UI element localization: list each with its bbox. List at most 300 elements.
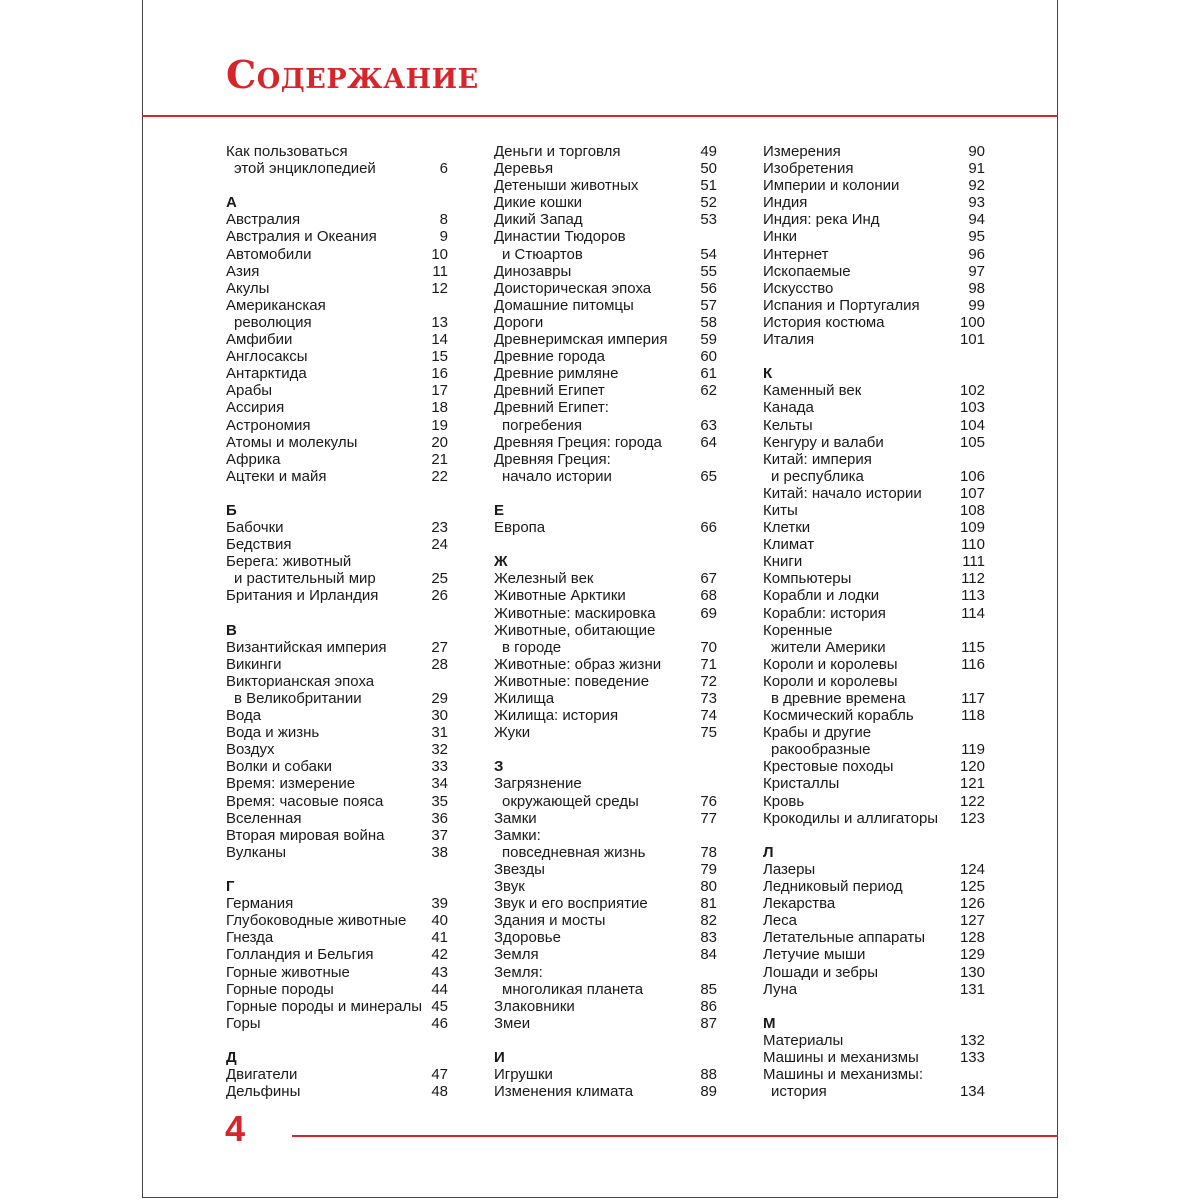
toc-entry-page: 87 [700,1014,717,1032]
toc-entry-page: 62 [700,382,717,400]
toc-entry[interactable] [494,656,717,673]
toc-entry[interactable] [763,502,985,519]
toc-entry-page: 70 [700,638,717,656]
toc-entry-title: Индия [763,194,808,212]
toc-entry[interactable] [763,246,985,263]
toc-entry-title: Бабочки [226,519,284,537]
toc-entry-page: 102 [959,382,985,400]
toc-entry[interactable] [494,297,717,314]
section-letter: Л [763,843,774,861]
toc-entry[interactable] [494,827,717,861]
toc-entry-line [494,348,717,365]
toc-entry-title: Звук [494,878,525,896]
toc-entry-title: революция [234,313,312,331]
toc-entry-title: Звезды [494,860,545,878]
toc-entry-line [494,570,717,587]
toc-entry-page: 33 [431,758,448,776]
toc-entry[interactable] [494,929,717,946]
toc-entry[interactable] [763,758,985,775]
toc-entry[interactable] [763,417,985,434]
toc-entry[interactable] [226,758,448,775]
title-divider [142,115,1058,117]
toc-entry[interactable] [763,451,985,485]
toc-entry-page: 77 [700,809,717,827]
toc-entry[interactable] [763,622,985,656]
toc-entry-page: 27 [431,638,448,656]
toc-entry-title: Материалы [763,1031,844,1049]
toc-entry[interactable] [494,348,717,365]
toc-entry[interactable] [494,519,717,536]
toc-entry-continuation [494,793,717,810]
toc-entry[interactable] [226,981,448,998]
toc-entry[interactable] [226,1066,448,1083]
page-number: 4 [225,1108,246,1149]
toc-entry[interactable] [226,724,448,741]
toc-entry-title: Изменения климата [494,1083,634,1101]
toc-entry-page: 88 [700,1066,717,1084]
toc-entry-line [226,211,448,228]
toc-entry-title: и растительный мир [234,570,376,588]
toc-entry-title: Вода и жизнь [226,724,320,742]
toc-entry-title: Горные породы и минералы [226,997,422,1015]
toc-entry-title: Европа [494,519,546,537]
toc-entry[interactable] [226,895,448,912]
toc-entry-line [226,228,448,245]
toc-entry-title: Звук и его восприятие [494,895,648,913]
toc-entry[interactable] [226,434,448,451]
toc-entry[interactable] [494,912,717,929]
toc-entry-title: Испания и Португалия [763,296,920,314]
toc-entry-continuation [763,741,985,758]
toc-entry[interactable] [763,775,985,792]
toc-entry[interactable] [763,485,985,502]
toc-entry[interactable] [226,827,448,844]
toc-entry[interactable] [763,211,985,228]
toc-entry-page: 132 [959,1031,985,1049]
toc-entry[interactable] [226,280,448,297]
toc-entry-page: 16 [431,365,448,383]
toc-entry[interactable] [763,878,985,895]
toc-entry-page: 40 [431,912,448,930]
toc-entry[interactable] [494,964,717,998]
toc-entry[interactable] [763,536,985,553]
toc-entry-line [494,1066,717,1083]
toc-entry[interactable] [226,536,448,553]
toc-entry-title: Вторая мировая война [226,826,385,844]
toc-entry[interactable] [226,417,448,434]
toc-entry-title: Злаковники [494,997,575,1015]
toc-entry-line [763,724,985,741]
toc-entry-title: Короли и королевы [763,655,898,673]
toc-entry-page: 32 [431,741,448,759]
toc-entry-page: 80 [700,878,717,896]
toc-entry[interactable] [763,1066,985,1100]
toc-entry[interactable] [494,228,717,262]
toc-entry-title: Византийская империя [226,638,387,656]
toc-entry-page: 94 [968,211,985,229]
toc-entry[interactable] [226,810,448,827]
toc-entry[interactable] [494,434,717,451]
toc-entry-line [226,827,448,844]
toc-entry[interactable] [763,707,985,724]
toc-entry[interactable] [494,1015,717,1032]
toc-entry[interactable] [763,810,985,827]
toc-entry[interactable] [226,263,448,280]
toc-entry-page: 92 [968,177,985,195]
toc-entry-page: 59 [700,331,717,349]
toc-entry[interactable] [494,998,717,1015]
toc-entry-title: Голландия и Бельгия [226,946,374,964]
toc-entry-title: Лошади и зебры [763,963,879,981]
toc-entry-title: Игрушки [494,1066,553,1084]
toc-entry-page: 34 [431,775,448,793]
toc-entry-page: 66 [700,519,717,537]
toc-entry-page: 41 [431,929,448,947]
toc-entry-page: 95 [968,228,985,246]
toc-entry-title: Амфибии [226,331,293,349]
toc-entry-line [226,998,448,1015]
toc-entry[interactable] [494,314,717,331]
toc-entry[interactable] [763,382,985,399]
toc-entry-page: 55 [700,262,717,280]
toc-entry[interactable] [763,1049,985,1066]
toc-entry-line [763,656,985,673]
toc-entry-line [226,417,448,434]
toc-entry-line [226,673,448,690]
toc-entry-page: 93 [968,194,985,212]
toc-entry[interactable] [226,519,448,536]
toc-entry[interactable] [763,297,985,314]
toc-entry[interactable] [226,348,448,365]
toc-entry[interactable] [494,177,717,194]
toc-entry-title: Антарктида [226,365,307,383]
toc-entry[interactable] [494,605,717,622]
toc-entry-title: Викторианская эпоха [226,672,375,690]
toc-entry-page: 20 [431,433,448,451]
toc-entry-line [226,1066,448,1083]
toc-entry[interactable] [763,929,985,946]
toc-entry-page: 30 [431,707,448,725]
toc-entry[interactable] [494,861,717,878]
toc-entry-line [226,553,448,570]
toc-entry[interactable] [226,946,448,963]
toc-entry-page: 47 [431,1066,448,1084]
toc-entry-title: Короли и королевы [763,672,898,690]
toc-entry-line [763,228,985,245]
toc-entry-page: 50 [700,160,717,178]
toc-entry-line [763,1066,985,1083]
toc-entry-title: начало истории [502,467,612,485]
toc-entry-line [494,314,717,331]
toc-entry-line [226,297,448,314]
toc-entry-line [763,177,985,194]
toc-entry-title: Загрязнение [494,775,582,793]
toc-entry-title: Земля: [494,963,543,981]
toc-entry[interactable] [226,399,448,416]
toc-entry[interactable] [763,228,985,245]
toc-entry[interactable] [226,912,448,929]
toc-entry-page: 11 [432,262,448,280]
toc-entry-title: Машины и механизмы [763,1048,919,1066]
toc-entry-title: Земля [494,946,539,964]
toc-entry[interactable] [763,570,985,587]
toc-entry-page: 19 [431,416,448,434]
toc-entry[interactable] [226,793,448,810]
toc-entry[interactable] [494,946,717,963]
toc-entry-line [763,929,985,946]
toc-entry-continuation [494,417,717,434]
toc-entry-page: 74 [700,707,717,725]
toc-entry-title: Вода [226,707,262,725]
toc-entry-line [763,707,985,724]
toc-entry-continuation [763,1083,985,1100]
toc-entry[interactable] [494,263,717,280]
toc-entry-line [226,964,448,981]
toc-entry-title: Вселенная [226,809,302,827]
toc-entry-line [226,587,448,604]
toc-entry[interactable] [494,690,717,707]
toc-entry-line [494,297,717,314]
toc-entry-line [494,912,717,929]
toc-entry[interactable] [763,912,985,929]
toc-entry-page: 72 [700,672,717,690]
toc-entry[interactable] [494,382,717,399]
toc-entry[interactable] [763,673,985,707]
toc-entry-title: Китай: империя [763,450,872,468]
toc-entry-page: 125 [959,878,985,896]
toc-entry[interactable] [226,741,448,758]
toc-entry[interactable] [763,160,985,177]
toc-entry-title: Воздух [226,741,275,759]
toc-entry[interactable] [763,587,985,604]
toc-entry[interactable] [226,228,448,245]
toc-entry-title: Животные, обитающие [494,621,656,639]
toc-entry[interactable] [763,331,985,348]
toc-entry[interactable] [226,246,448,263]
toc-entry[interactable] [226,587,448,604]
toc-entry-page: 129 [959,946,985,964]
toc-entry[interactable] [226,844,448,861]
toc-entry[interactable] [763,793,985,810]
toc-entry-line [494,382,717,399]
section-letter: В [226,621,237,639]
toc-entry-title: погребения [502,416,583,434]
toc-entry-page: 69 [700,604,717,622]
toc-entry[interactable] [494,622,717,656]
toc-entry[interactable] [494,1083,717,1100]
toc-entry[interactable] [494,280,717,297]
toc-entry-title: Кровь [763,792,805,810]
toc-entry[interactable] [763,399,985,416]
toc-entry[interactable] [226,211,448,228]
toc-entry-title: Китай: начало истории [763,484,922,502]
toc-entry-page: 39 [431,895,448,913]
toc-entry-line [226,246,448,263]
toc-entry[interactable] [763,946,985,963]
toc-entry[interactable] [763,724,985,758]
toc-entry-title: Австралия [226,211,301,229]
toc-entry-page: 114 [961,604,985,622]
toc-entry-page: 110 [961,536,985,554]
toc-entry-line [763,519,985,536]
toc-entry[interactable] [494,399,717,433]
toc-entry[interactable] [494,895,717,912]
toc-entry-title: Ископаемые [763,262,851,280]
toc-entry[interactable] [494,570,717,587]
toc-entry-line [494,605,717,622]
toc-entry-page: 107 [959,484,985,502]
toc-entry-line [763,160,985,177]
toc-entry-page: 52 [700,194,717,212]
toc-entry-page: 117 [961,690,985,707]
toc-entry-page: 45 [431,997,448,1015]
toc-entry-page: 96 [968,245,985,263]
toc-entry-title: Гнезда [226,929,274,947]
toc-entry[interactable] [494,1066,717,1083]
toc-entry-page: 46 [431,1014,448,1032]
toc-entry[interactable] [763,981,985,998]
toc-entry[interactable] [226,382,448,399]
toc-entry-title: Змеи [494,1014,531,1032]
toc-entry[interactable] [494,160,717,177]
toc-entry-title: Летучие мыши [763,946,866,964]
toc-entry-page: 15 [431,348,448,366]
toc-entry-page: 115 [961,638,985,656]
toc-entry-page: 101 [959,331,985,349]
toc-entry[interactable] [763,895,985,912]
toc-entry[interactable] [226,468,448,485]
toc-entry-title: и республика [771,467,864,485]
toc-entry[interactable] [494,211,717,228]
toc-entry[interactable] [226,639,448,656]
toc-entry[interactable] [226,331,448,348]
toc-entry-page: 64 [700,433,717,451]
section-letter: А [226,194,237,212]
toc-entry[interactable] [763,143,985,160]
toc-entry-line [226,1015,448,1032]
toc-entry[interactable] [763,314,985,331]
toc-entry[interactable] [226,964,448,981]
toc-entry[interactable] [494,724,717,741]
toc-entry[interactable] [226,1083,448,1100]
toc-entry[interactable] [763,177,985,194]
toc-entry-title: Интернет [763,245,829,263]
toc-entry[interactable] [494,365,717,382]
toc-entry-title: Династии Тюдоров [494,228,626,246]
toc-entry-page: 60 [700,348,717,366]
toc-entry[interactable] [226,365,448,382]
toc-entry[interactable] [226,143,448,177]
toc-entry-line [763,964,985,981]
toc-entry[interactable] [226,297,448,331]
toc-entry-title: Американская [226,296,326,314]
toc-entry[interactable] [763,519,985,536]
toc-entry-line [494,656,717,673]
toc-entry[interactable] [763,434,985,451]
toc-entry-title: Железный век [494,570,594,588]
toc-entry-title: Здоровье [494,929,561,947]
toc-entry-title: Астрономия [226,416,311,434]
toc-entry[interactable] [226,1015,448,1032]
toc-entry[interactable] [494,775,717,809]
toc-entry-page: 82 [700,912,717,930]
toc-entry-continuation [494,981,717,998]
toc-entry[interactable] [494,143,717,160]
toc-entry-line [494,280,717,297]
toc-entry-page: 22 [431,467,448,485]
toc-entry-line [226,844,448,861]
toc-entry[interactable] [226,553,448,587]
toc-entry-title: Книги [763,553,803,571]
toc-entry-title: Животные: маскировка [494,604,656,622]
toc-entry-continuation [494,246,717,263]
toc-entry-title: Дикий Запад [494,211,583,229]
toc-entry[interactable] [226,775,448,792]
toc-entry-title: Деревья [494,160,554,178]
toc-entry-page: 6 [439,160,448,178]
toc-entry-page: 42 [431,946,448,964]
toc-entry[interactable] [763,1032,985,1049]
toc-entry-continuation [763,639,985,656]
section-letter: М [763,1014,776,1032]
toc-entry-continuation [763,690,985,707]
toc-entry-line [763,1032,985,1049]
toc-entry-line [763,1049,985,1066]
toc-entry[interactable] [494,194,717,211]
toc-entry[interactable] [494,451,717,485]
toc-entry-line [226,365,448,382]
toc-entry[interactable] [494,810,717,827]
toc-entry[interactable] [763,656,985,673]
toc-entry[interactable] [226,998,448,1015]
toc-entry[interactable] [226,451,448,468]
toc-entry[interactable] [494,587,717,604]
toc-entry[interactable] [494,878,717,895]
toc-entry[interactable] [494,331,717,348]
toc-entry-title: и Стюартов [502,245,583,263]
toc-entry-title: в Великобритании [234,690,362,707]
toc-entry[interactable] [763,194,985,211]
toc-entry-page: 36 [431,809,448,827]
toc-entry[interactable] [763,964,985,981]
toc-entry[interactable] [226,929,448,946]
toc-entry[interactable] [763,280,985,297]
toc-entry-line [494,690,717,707]
toc-entry[interactable] [763,263,985,280]
toc-entry-title: Домашние питомцы [494,296,634,314]
toc-entry[interactable] [226,707,448,724]
toc-entry-page: 13 [431,313,448,331]
toc-entry[interactable] [226,673,448,707]
toc-entry[interactable] [226,656,448,673]
toc-entry-title: Крабы и другие [763,724,872,742]
toc-entry[interactable] [763,605,985,622]
toc-entry-line [226,758,448,775]
toc-entry[interactable] [494,673,717,690]
toc-entry-page: 51 [700,177,717,195]
toc-entry-page: 131 [959,980,985,998]
toc-entry-line [226,912,448,929]
toc-entry[interactable] [494,707,717,724]
toc-entry[interactable] [763,553,985,570]
toc-entry[interactable] [763,861,985,878]
toc-entry-title: Клетки [763,519,811,537]
toc-entry-line [763,434,985,451]
toc-entry-title: Кристаллы [763,775,840,793]
toc-entry-line [226,895,448,912]
toc-entry-line [494,194,717,211]
toc-entry-page: 86 [700,997,717,1015]
